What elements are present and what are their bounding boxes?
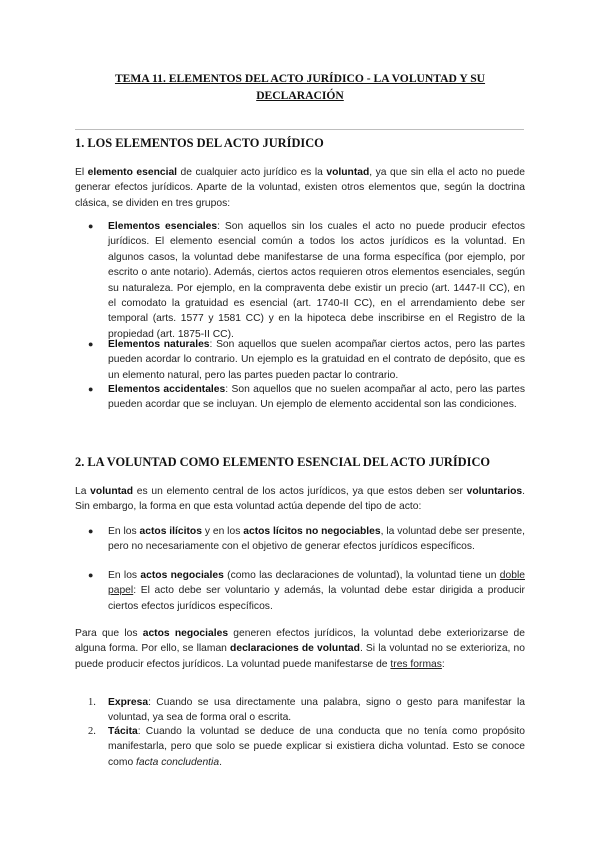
list-item-actos-negociales: En los actos negociales (como las declaraciones de voluntad), la voluntad tiene un doble papel: El acto debe ser voluntario y además, la voluntad debe estar dirigida a producir ciertos efectos jurídicos específicos. [108, 570, 525, 612]
bullet-icon: ● [88, 570, 94, 580]
numbered-item-tacita: Tácita: Cuando la voluntad se deduce de una conducta que no tenía como propósito manifestarla, pero que solo se puede explicar si existiera dicha voluntad. Esto se conoce como facta concludentia. [108, 726, 525, 768]
bullet-icon: ● [88, 221, 94, 231]
list-item-elementos-esenciales: Elementos esenciales: Son aquellos sin los cuales el acto no puede producir efectos jurídicos. El elemento esencial común a todos los actos jurídicos es la voluntad. En algunos casos, la voluntad debe manifestarse de una forma específica (por ejemplo, por escrito o ante notario). Además, ciertos actos requieren otros elementos esenciales, según su naturaleza. Por ejemplo, en la compraventa debe existir un precio (art. 1447-II CC), en el comodato la gratuidad es esencial (art. 1740-II CC), en el arrendamiento debe ser temporal (arts. 1577 y 1581 CC) y en la hipoteca debe inscribirse en el Registro de la propiedad (art. 1875-II CC). [108, 221, 525, 340]
section-2-heading: 2. LA VOLUNTAD COMO ELEMENTO ESENCIAL DEL ACTO JURÍDICO [75, 455, 491, 469]
bullet-icon: ● [88, 526, 94, 536]
section-2-paragraph: Para que los actos negociales generen efectos jurídicos, la voluntad debe exteriorizarse de alguna forma. Por ello, se llaman declaraciones de voluntad. Si la voluntad no se exterioriza, no puede producir efectos jurídicos. La voluntad puede manifestarse de tres formas: [75, 628, 526, 670]
list-number: 2. [88, 726, 96, 737]
section-1-heading: 1. LOS ELEMENTOS DEL ACTO JURÍDICO [75, 136, 324, 150]
section-1-intro: El elemento esencial de cualquier acto jurídico es la voluntad, ya que sin ella el acto no puede generar efectos jurídicos. Aparte de la voluntad, existen otros elementos que, según la doctrina clásica, se dividen en tres grupos: [75, 167, 525, 209]
document-title: TEMA 11. ELEMENTOS DEL ACTO JURÍDICO - LA VOLUNTAD Y SU DECLARACIÓN [114, 72, 486, 102]
bullet-icon: ● [88, 339, 94, 349]
list-item-actos-ilicitos: En los actos ilícitos y en los actos lícitos no negociables, la voluntad debe ser presente, pero no necesariamente con el objetivo de generar efectos jurídicos específicos. [108, 526, 525, 553]
list-item-elementos-naturales: Elementos naturales: Son aquellos que suelen acompañar ciertos actos, pero las partes pueden acordar lo contrario. Un ejemplo es la gratuidad en el contrato de depósito, que es un elemento natural, pero las partes pueden pactar lo contrario. [108, 339, 526, 381]
bullet-icon: ● [88, 384, 94, 394]
title-divider [75, 129, 524, 130]
section-2-intro: La voluntad es un elemento central de los actos jurídicos, ya que estos deben ser voluntarios. Sin embargo, la forma en que esta voluntad actúa depende del tipo de acto: [75, 486, 525, 513]
list-number: 1. [88, 697, 96, 708]
list-item-elementos-accidentales: Elementos accidentales: Son aquellos que no suelen acompañar al acto, pero las partes pueden acordar que se incluyan. Un ejemplo de elemento accidental son las condiciones. [108, 384, 525, 411]
numbered-item-expresa: Expresa: Cuando se usa directamente una palabra, signo o gesto para manifestar la voluntad, ya sea de forma oral o escrita. [108, 697, 525, 724]
